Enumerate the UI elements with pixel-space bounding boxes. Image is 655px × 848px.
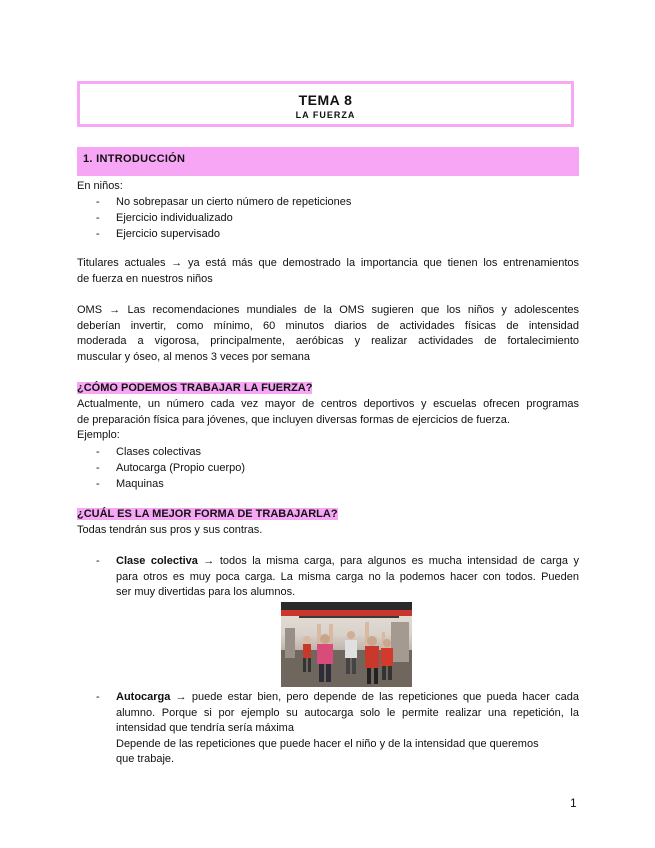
paragraph-line: intensidad que tendría sería máxima xyxy=(116,722,294,734)
title-box xyxy=(77,81,574,127)
paragraph-line: de preparación física para jóvenes, que incluyen diversas formas de ejercicios de fuerza. xyxy=(77,413,510,426)
question-heading-cual xyxy=(77,507,338,523)
kids-list xyxy=(77,194,351,242)
list-item: - Ejercicio individualizado xyxy=(77,210,351,226)
kids-label: En niños: xyxy=(77,180,123,192)
oms-paragraph xyxy=(77,303,579,365)
list-item: - No sobrepasar un cierto número de repeticiones xyxy=(77,194,351,210)
section-heading-introduccion: 1. INTRODUCCIÓN xyxy=(77,147,579,176)
bullet-dash: - xyxy=(96,555,100,567)
paragraph-line xyxy=(116,554,579,570)
paragraph-line: moderada a vigorosa, principalmente, aeróbicas y realizar actividades de fortalecimiento xyxy=(77,335,579,347)
pros-contras-text: Todas tendrán sus pros y sus contras. xyxy=(77,524,263,536)
list-item: - Clases colectivas xyxy=(77,444,245,460)
kids-lifting-photo xyxy=(281,602,412,687)
bullet-dash: - xyxy=(96,691,100,703)
paragraph-line: para otros es muy poca carga. La misma carga no la podemos hacer con todos. Pueden xyxy=(116,570,579,583)
term-autocarga: Autocarga xyxy=(116,691,171,703)
paragraph-line: muscular y óseo, al menos 3 veces por semana xyxy=(77,350,310,363)
question-heading-como xyxy=(77,381,312,397)
paragraph-line: Titulares actuales → ya está más que demostrado la importancia que tienen los entrenamientos xyxy=(77,257,579,269)
highlighted-heading: ¿CÓMO PODEMOS TRABAJAR LA FUERZA? xyxy=(77,382,313,394)
paragraph-line: Depende de las repeticiones que puede hacer el niño y de la intensidad que queremos xyxy=(116,737,539,750)
paragraph-line: ser muy divertidas para los alumnos. xyxy=(116,586,296,598)
titulares-paragraph xyxy=(77,256,579,287)
list-item: - Maquinas xyxy=(77,476,245,492)
page-number: 1 xyxy=(570,796,577,810)
autocarga-item xyxy=(96,690,579,768)
paragraph-line: deberían invertir, como mínimo, 60 minutos diarios de actividades físicas de intensidad xyxy=(77,319,579,332)
como-paragraph xyxy=(77,397,579,444)
example-label: Ejemplo: xyxy=(77,429,120,441)
line-rest: → todos la misma carga, para algunos es mucha intensidad de carga y xyxy=(197,555,579,567)
page-title: TEMA 8 xyxy=(298,92,353,108)
line-rest: → puede estar bien, pero depende de las repeticiones que pueda hacer cada xyxy=(170,691,579,703)
paragraph-line: OMS → Las recomendaciones mundiales de la OMS sugieren que los niños y adolescentes xyxy=(77,304,579,316)
paragraph-line: alumno. Porque si por ejemplo su autocarga solo le permite realizar una repetición, la xyxy=(116,706,579,719)
page-subtitle: LA FUERZA xyxy=(295,110,356,120)
term-clase-colectiva: Clase colectiva xyxy=(116,555,198,567)
paragraph-line: que trabaje. xyxy=(116,753,175,765)
list-item: - Autocarga (Propio cuerpo) xyxy=(77,460,245,476)
paragraph-line: Actualmente, un número cada vez mayor de centros deportivos y escuelas ofrecen programas xyxy=(77,398,579,410)
list-item: - Ejercicio supervisado xyxy=(77,226,351,242)
paragraph-line xyxy=(116,690,579,706)
highlighted-heading: ¿CUÁL ES LA MEJOR FORMA DE TRABAJARLA? xyxy=(77,508,338,520)
paragraph-line: de fuerza en nuestros niños xyxy=(77,272,213,285)
photo-illustration xyxy=(281,602,412,687)
examples-list xyxy=(77,444,245,492)
clase-colectiva-item xyxy=(96,554,579,601)
